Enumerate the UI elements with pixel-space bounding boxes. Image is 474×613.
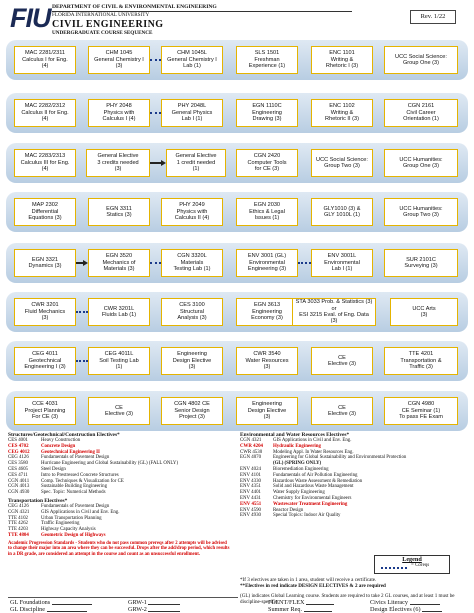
course-box[interactable]: CGN 4802 CE Senior Design Project (3)	[161, 397, 223, 425]
gl-foundations-blank	[52, 598, 92, 605]
elective-name: Urban Transportation Planning	[41, 515, 102, 521]
elective-name: Wastewater Treatment Engineering	[273, 501, 348, 507]
course-box[interactable]: UCC Humanities: Group Two (3)	[384, 198, 458, 226]
elective-code: CWR 4204	[240, 443, 263, 449]
elective-code: CGN 4930	[8, 490, 30, 496]
elective-name: Highway Capacity Analysis	[41, 527, 96, 533]
elective-code: ENV 4401	[240, 490, 261, 496]
elective-code: CGN 4011	[8, 478, 30, 484]
elective-code: ENV 4431	[240, 495, 261, 501]
course-box[interactable]: ENV 3001 (GL) Environmental Engineering (3)	[236, 249, 298, 277]
course-box[interactable]: CWR 3540 Water Resources (3)	[236, 347, 298, 375]
elective-name: Reactor Design	[273, 507, 304, 513]
elective-code: CGN 4013	[8, 484, 30, 490]
course-box[interactable]: PHY 2048L General Physics Lab I (1)	[161, 99, 223, 127]
coreq-connector	[150, 112, 161, 114]
footer-summer	[268, 605, 332, 613]
elective-code: ENV 4024	[240, 466, 261, 472]
academic-progression-warning: Academic Progression Standards - Students who do not pass common prereqs after 2 attempts will be advised to change their major into an area where they can be successful. Drops after the add/drop period, which results in a DR grade, are considered an attempt in the course and count as an unsuccessful enrollment.	[8, 540, 230, 557]
elective-name: Intro to Prestressed Concrete Structures	[41, 472, 119, 478]
course-box[interactable]: CGN 4980 CE Seminar (1) To pass FE Exam	[384, 397, 458, 425]
course-box[interactable]: EGN 3613 Engineering Economy (3)	[236, 298, 298, 326]
coreq-connector	[298, 262, 311, 264]
course-box[interactable]: CE Elective (3)	[88, 397, 150, 425]
course-box[interactable]: General Elective 1 credit needed (1)	[166, 149, 226, 177]
elective-code: CES 4702	[8, 443, 29, 449]
elective-code: ENV 4551	[240, 501, 262, 507]
coreq-connector	[150, 262, 161, 264]
elective-code: TTE 4804	[8, 532, 29, 538]
elective-code: CES 4605	[8, 466, 28, 472]
elective-code: EGN 4070	[240, 455, 262, 461]
flent-blank	[306, 598, 334, 605]
civics-label: Civics Literacy	[370, 599, 408, 606]
elective-name: Heavy Construction	[41, 438, 81, 443]
course-box[interactable]: EGN 3311 Statics (3)	[88, 198, 150, 226]
elective-code: CES 4711	[8, 472, 28, 478]
course-box[interactable]: ENC 1101 Writing & Rhetoric I (3)	[311, 46, 373, 74]
structures-electives-title: Structures/Geotechnical/Construction Electives*	[8, 432, 120, 438]
course-box[interactable]: MAC 2282/2312 Calculus II for Eng. (4)	[14, 99, 76, 127]
elective-row	[8, 533, 233, 539]
elective-name: Sustainable Building Engineering	[41, 484, 108, 490]
elective-name: Bioremediation Engineering	[273, 466, 329, 472]
elective-code: CGN 4321	[240, 438, 262, 443]
gl-discipline-blank	[47, 605, 87, 612]
elective-name: Modeling Appl. In Water Resources Eng.	[273, 449, 354, 455]
elective-code: CGN 4321	[8, 509, 30, 515]
coreq-connector	[76, 311, 88, 313]
certificate-note: *If 3 electives are taken in 1 area, student will receive a certificate.	[240, 577, 377, 583]
course-box[interactable]: MAP 2302 Differential Equations (3)	[14, 198, 76, 226]
course-box[interactable]: ENC 1102 Writing & Rhetoric II (3)	[311, 99, 373, 127]
electives-left-column	[8, 432, 233, 557]
prereq-arrow-head	[83, 260, 88, 266]
fiu-logo: FIU	[10, 3, 51, 33]
elective-name: Comp. Techniques & Visualization for CE	[41, 478, 124, 484]
course-box[interactable]: SLS 1501 Freshman Experience (1)	[236, 46, 298, 74]
civics-blank	[410, 598, 440, 605]
course-box[interactable]: EGN 1110C Engineering Drawing (3)	[236, 99, 298, 127]
course-box[interactable]: Engineering Design Elective (3)	[236, 397, 298, 425]
grw1-blank	[148, 598, 180, 605]
coreq-connector	[150, 59, 161, 61]
course-box[interactable]: Engineering Design Elective (3)	[161, 347, 223, 375]
elective-name: Special Topics: Indoor Air Quality	[273, 513, 341, 519]
elective-name: Concrete Design	[41, 443, 76, 449]
elective-name: Fundamentals of Air Pollution Engineering	[273, 472, 358, 478]
elective-code: CEG 4126	[8, 503, 29, 509]
structures-electives-list	[8, 438, 233, 496]
footer-gl-discipline	[10, 605, 87, 613]
elective-name: Hazardous Waste Assessment & Remediation	[273, 478, 363, 484]
course-box[interactable]: CHM 1045 General Chemistry I (3)	[88, 46, 150, 74]
elective-code: ENV 4330	[240, 478, 261, 484]
design-label: Design Electives (6)	[370, 606, 421, 613]
grw2-blank	[148, 605, 180, 612]
elective-name: Geometric Design of Highways	[41, 532, 106, 538]
footer-grw2	[128, 605, 180, 613]
elective-code: CES 3580	[8, 461, 28, 467]
grw1-label: GRW-1	[128, 599, 147, 606]
elective-name: GIS Applications in Civil and Env. Eng.	[41, 509, 120, 515]
elective-name: Fundamentals of Pavement Design	[41, 503, 110, 509]
course-box[interactable]: EGN 2030 Ethics & Legal Issues (1)	[236, 198, 298, 226]
legend-box	[374, 555, 450, 574]
design-blank	[422, 605, 442, 612]
summer-label: Summer Req.	[268, 606, 303, 613]
course-box[interactable]: CEG 4011 Geotechnical Engineering I (3)	[14, 347, 76, 375]
course-box[interactable]: PHY 2048 Physics with Calculus I (4)	[88, 99, 150, 127]
design-electives-note: **Electives in red indicate DESIGN ELECTIVES & 2 are required	[240, 583, 386, 589]
course-box[interactable]: CWR 3201 Fluid Mechanics (3)	[14, 298, 76, 326]
elective-name: Fundamentals of Pavement Design	[41, 455, 110, 461]
elective-code: ENV 4930	[240, 513, 261, 519]
environmental-electives-title: Environmental and Water Resources Electives*	[240, 432, 350, 438]
grw2-label: GRW-2	[128, 606, 147, 613]
elective-code: CEG 4126	[8, 455, 29, 461]
elective-code: ENV 4351	[240, 484, 261, 490]
elective-name: (GL) (SPRING ONLY)	[273, 461, 322, 467]
elective-code: ENV 4590	[240, 507, 261, 513]
elective-name: GIS Applications in Civil and Env. Eng.	[273, 438, 352, 443]
elective-name: Water Supply Engineering	[273, 490, 325, 496]
course-box[interactable]: ENV 3001L Environmental Lab I (1)	[311, 249, 373, 277]
legend-title: Legend	[402, 556, 422, 563]
electives-right-column	[240, 432, 468, 519]
course-box[interactable]: MAC 2283/2313 Calculus III for Eng. (4)	[14, 149, 76, 177]
legend-label: = Coreqs	[411, 563, 430, 568]
course-box[interactable]: CCE 4031 Project Planning For CE (3)	[14, 397, 76, 425]
elective-row	[8, 490, 233, 496]
course-box[interactable]: CE Elective (3)	[311, 347, 373, 375]
elective-name: Steel Design	[41, 466, 66, 472]
course-box[interactable]: CWR 3201L Fluids Lab (1)	[88, 298, 150, 326]
elective-code: TTE 4262	[8, 521, 28, 527]
elective-name: Traffic Engineering	[41, 521, 80, 527]
course-box[interactable]: CES 3100 Structural Analysis (3)	[161, 298, 223, 326]
gl-foundations-label: GL Foundations	[10, 599, 51, 606]
flent-label: FLENT/FLEX	[268, 599, 305, 606]
course-box[interactable]: CGN 3320L Materials Testing Lab (1)	[161, 249, 223, 277]
course-box[interactable]: General Elective 3 credits needed (3)	[86, 149, 150, 177]
course-box[interactable]: SUR 2101C Surveying (3)	[384, 249, 458, 277]
prereq-arrow-head	[161, 160, 166, 166]
elective-code: CES 4001	[8, 438, 28, 443]
elective-name: Geotechnical Engineering II	[41, 449, 100, 455]
course-box[interactable]: UCC Social Science: Group Two (3)	[311, 149, 373, 177]
coreq-connector	[76, 360, 88, 362]
course-box[interactable]: UCC Social Science: Group One (3)	[384, 46, 458, 74]
course-box[interactable]: EGN 3321 Dynamics (3)	[14, 249, 76, 277]
department-name: DEPARTMENT OF CIVIL & ENVIRONMENTAL ENGINEERING	[52, 4, 217, 10]
revision-badge: Rev. 1/22	[410, 10, 456, 24]
gl-discipline-label: GL Discipline	[10, 606, 45, 613]
course-box[interactable]: CE Elective (3)	[311, 397, 373, 425]
coreq-legend-line	[381, 567, 407, 569]
course-box[interactable]: CHM 1045L General Chemistry I Lab (1)	[161, 46, 223, 74]
program-title: CIVIL ENGINEERING	[52, 19, 164, 30]
elective-code: CWR 4530	[240, 449, 263, 455]
course-box[interactable]: CGN 2420 Computer Tools for CE (3)	[236, 149, 298, 177]
elective-code: ENV 4101	[240, 472, 261, 478]
elective-name: Solid and Hazardous Waste Management	[273, 484, 354, 490]
course-box[interactable]: TTE 4201 Transportation & Traffic (3)	[384, 347, 458, 375]
footer-design	[370, 605, 442, 613]
elective-name: Hydraulic Engineering	[273, 443, 321, 449]
course-box[interactable]: GLY1010 (3) & GLY 1010L (1)	[311, 198, 373, 226]
course-box[interactable]: MAC 2281/2311 Calculus I for Eng. (4)	[14, 46, 76, 74]
course-box[interactable]: UCC Arts (3)	[390, 298, 458, 326]
elective-code: CEG 4012	[8, 449, 30, 455]
course-box[interactable]: CGN 2161 Civil Career Orientation (1)	[384, 99, 458, 127]
environmental-electives-list	[240, 438, 468, 519]
global-learning-note: (GL) indicates Global Learning course. Students are required to take 2 GL courses, and at least 1 must be discipline-specific.	[240, 593, 455, 605]
course-box[interactable]: CEG 4011L Soil Testing Lab (1)	[88, 347, 150, 375]
program-subtitle: UNDERGRADUATE COURSE SEQUENCE	[52, 30, 153, 36]
transportation-electives-title: Transportation Electives*	[8, 497, 68, 504]
course-box[interactable]: UCC Humanities: Group One (3)	[384, 149, 458, 177]
course-box[interactable]: PHY 2049 Physics with Calculus II (4)	[161, 198, 223, 226]
course-box[interactable]: EGN 3520 Mechanics of Materials (3)	[88, 249, 150, 277]
elective-name: Spec. Topic: Numerical Methods	[41, 490, 106, 496]
elective-row	[240, 513, 468, 519]
university-name: FLORIDA INTERNATIONAL UNIVERSITY	[52, 12, 150, 18]
elective-code: TTE 4102	[8, 515, 28, 521]
elective-name: Hurricane Engineering and Global Sustainability (GL) (FALL ONLY)	[41, 461, 179, 467]
elective-code: TTE 4203	[8, 527, 28, 533]
transportation-electives-list	[8, 504, 233, 539]
summer-blank	[304, 605, 332, 612]
elective-name: Engineering for Global Sustainability and Environmental Protection	[273, 455, 407, 461]
course-box[interactable]: STA 3033 Prob. & Statistics (3) or ESI 3215 Eval. of Eng. Data (3)	[292, 298, 376, 326]
elective-name: Chemistry for Environmental Engineers	[273, 495, 352, 501]
